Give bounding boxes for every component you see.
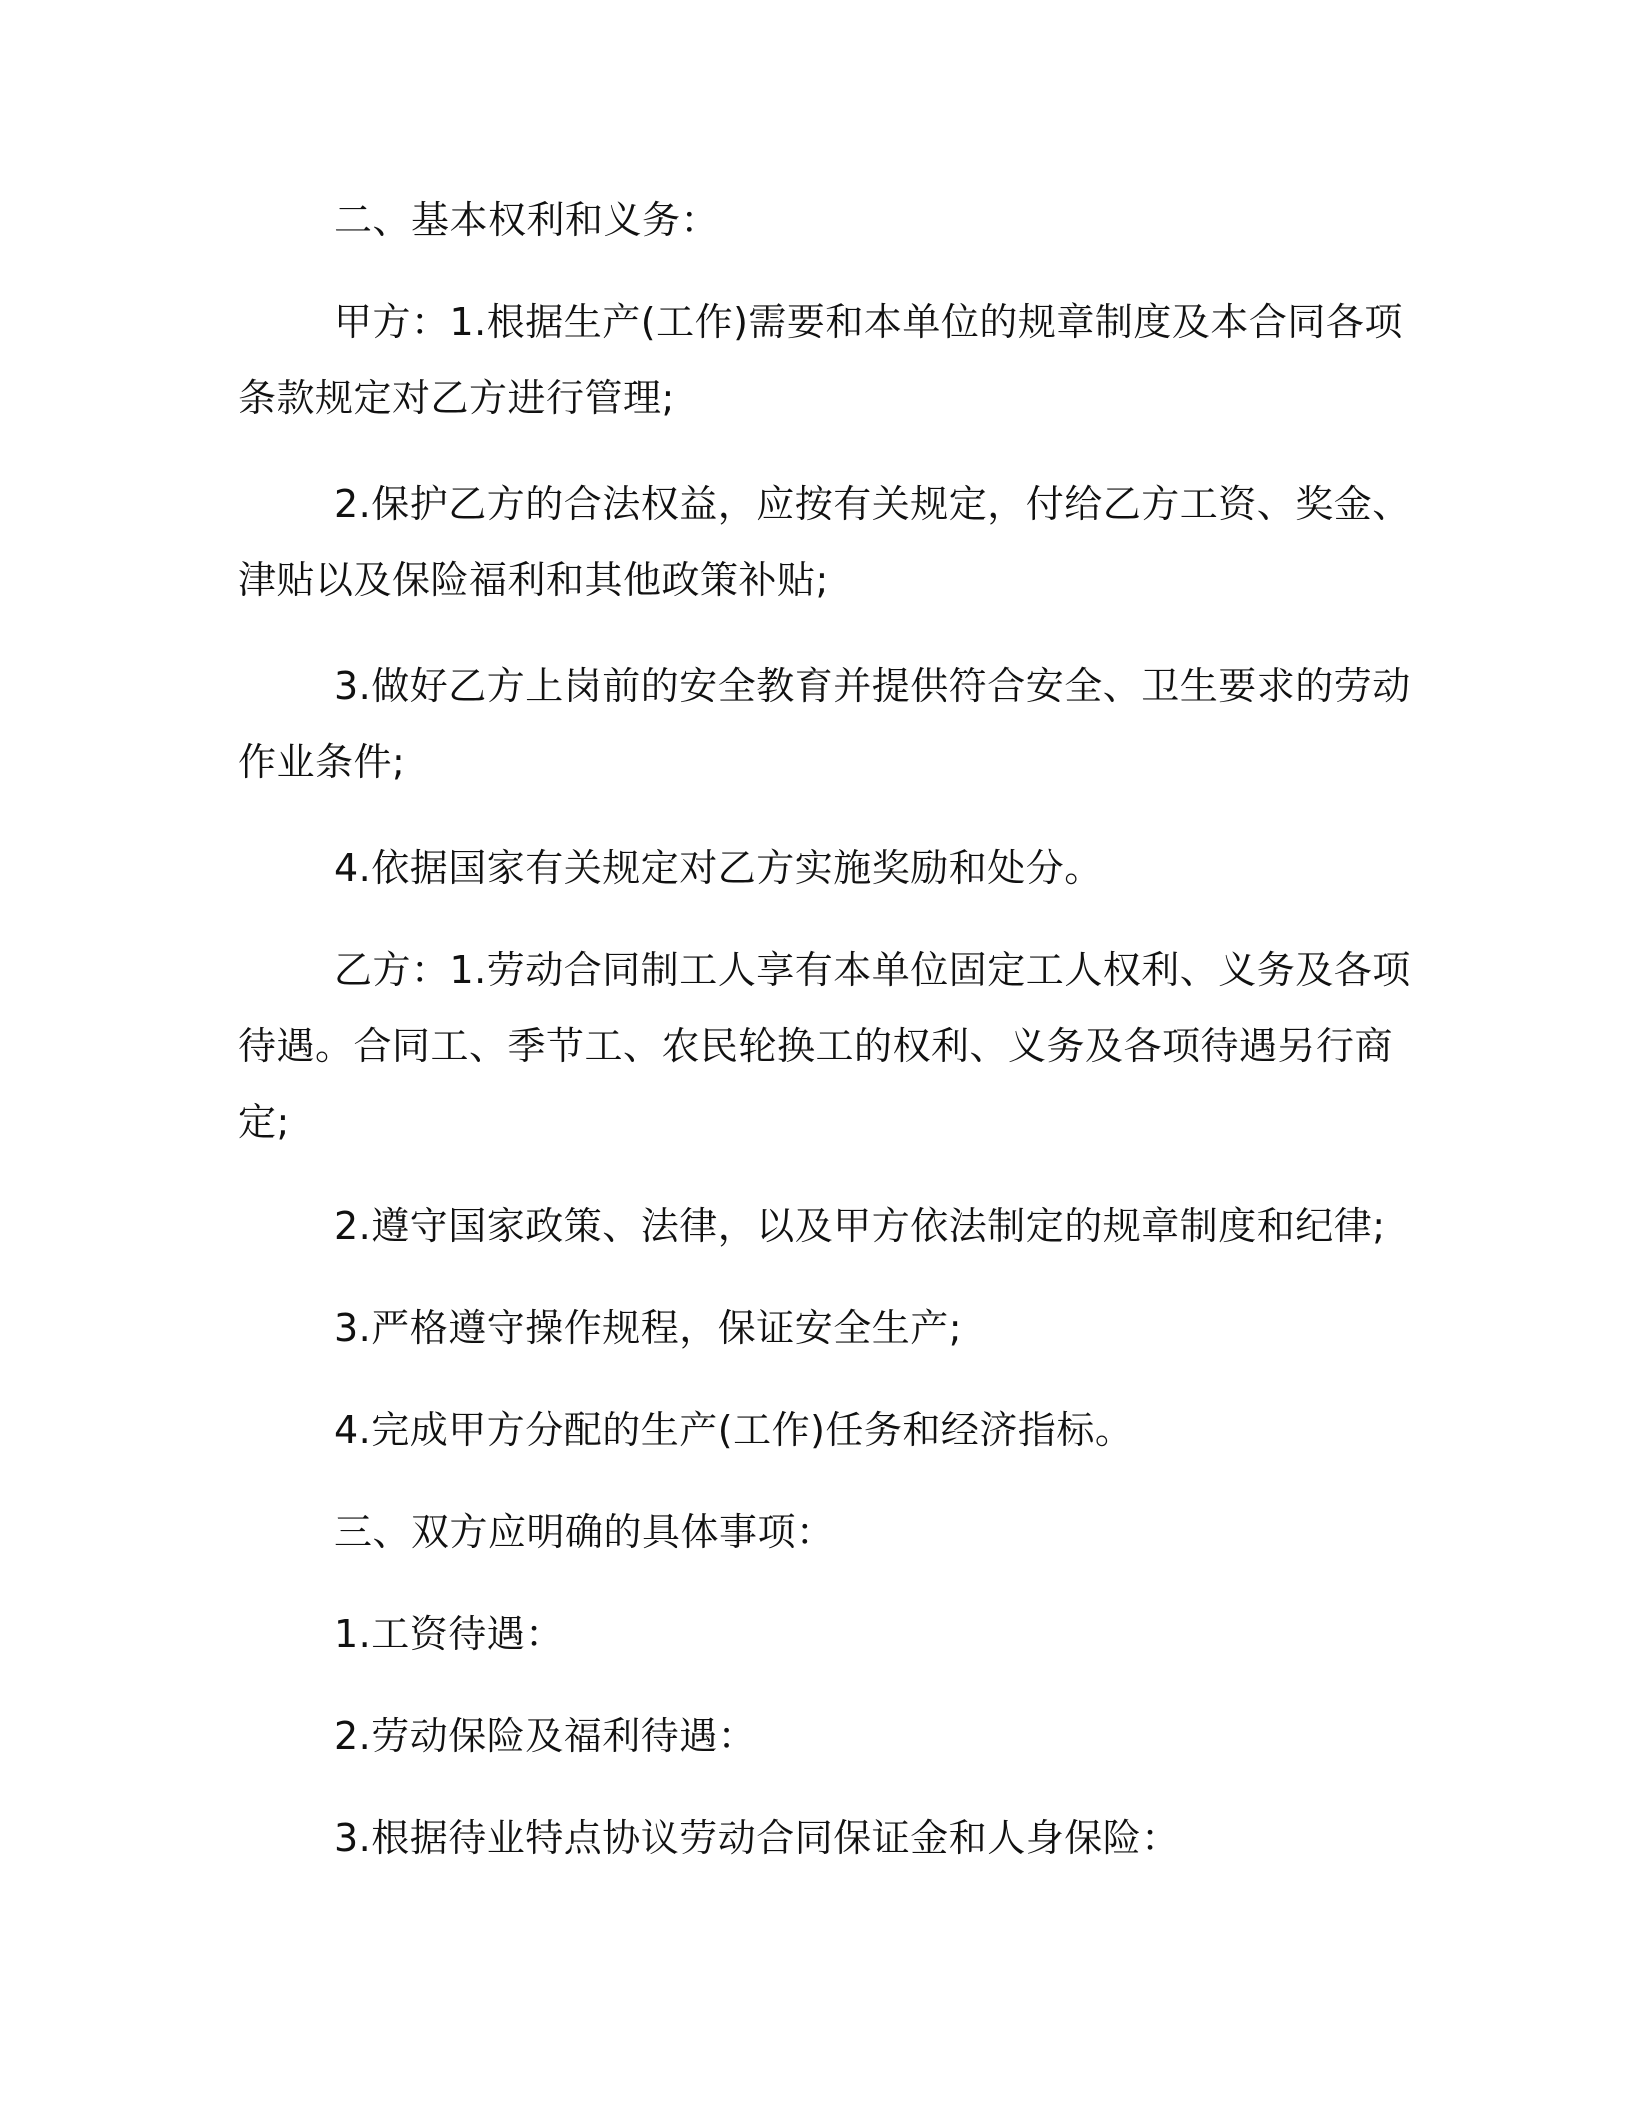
item-deposit-insurance: 3.根据待业特点协议劳动合同保证金和人身保险： [334, 1816, 1180, 1860]
party-b-clause-1-cont-2: 定; [238, 1100, 290, 1144]
party-b-clause-3: 3.严格遵守操作规程，保证安全生产; [334, 1306, 963, 1350]
section-heading-specific-items: 三、双方应明确的具体事项： [334, 1510, 835, 1554]
party-b-clause-2: 2.遵守国家政策、法律，以及甲方依法制定的规章制度和纪律; [334, 1204, 1386, 1248]
party-a-clause-4: 4.依据国家有关规定对乙方实施奖励和处分。 [334, 846, 1103, 890]
party-b-clause-1: 乙方：1.劳动合同制工人享有本单位固定工人权利、义务及各项 [334, 948, 1411, 992]
party-a-clause-3-cont: 作业条件; [238, 740, 406, 784]
section-heading-rights-duties: 二、基本权利和义务： [334, 198, 720, 242]
item-wages: 1.工资待遇： [334, 1612, 564, 1656]
party-a-clause-1-cont: 条款规定对乙方进行管理; [238, 376, 675, 420]
party-b-clause-1-cont: 待遇。合同工、季节工、农民轮换工的权利、义务及各项待遇另行商 [238, 1024, 1394, 1068]
party-b-clause-4: 4.完成甲方分配的生产(工作)任务和经济指标。 [334, 1408, 1134, 1452]
party-a-clause-2-cont: 津贴以及保险福利和其他政策补贴; [238, 558, 829, 602]
party-a-clause-1: 甲方：1.根据生产(工作)需要和本单位的规章制度及本合同各项 [334, 300, 1403, 344]
party-a-clause-3: 3.做好乙方上岗前的安全教育并提供符合安全、卫生要求的劳动 [334, 664, 1411, 708]
item-insurance-welfare: 2.劳动保险及福利待遇： [334, 1714, 757, 1758]
party-a-clause-2: 2.保护乙方的合法权益，应按有关规定，付给乙方工资、奖金、 [334, 482, 1411, 526]
